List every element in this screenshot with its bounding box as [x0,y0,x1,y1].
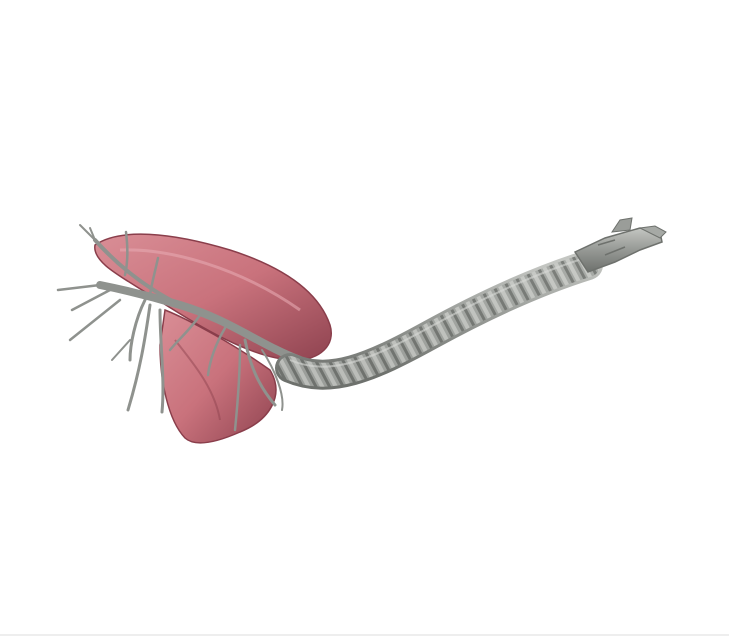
trachea [290,257,588,375]
larynx [575,218,666,272]
lung [95,234,331,443]
